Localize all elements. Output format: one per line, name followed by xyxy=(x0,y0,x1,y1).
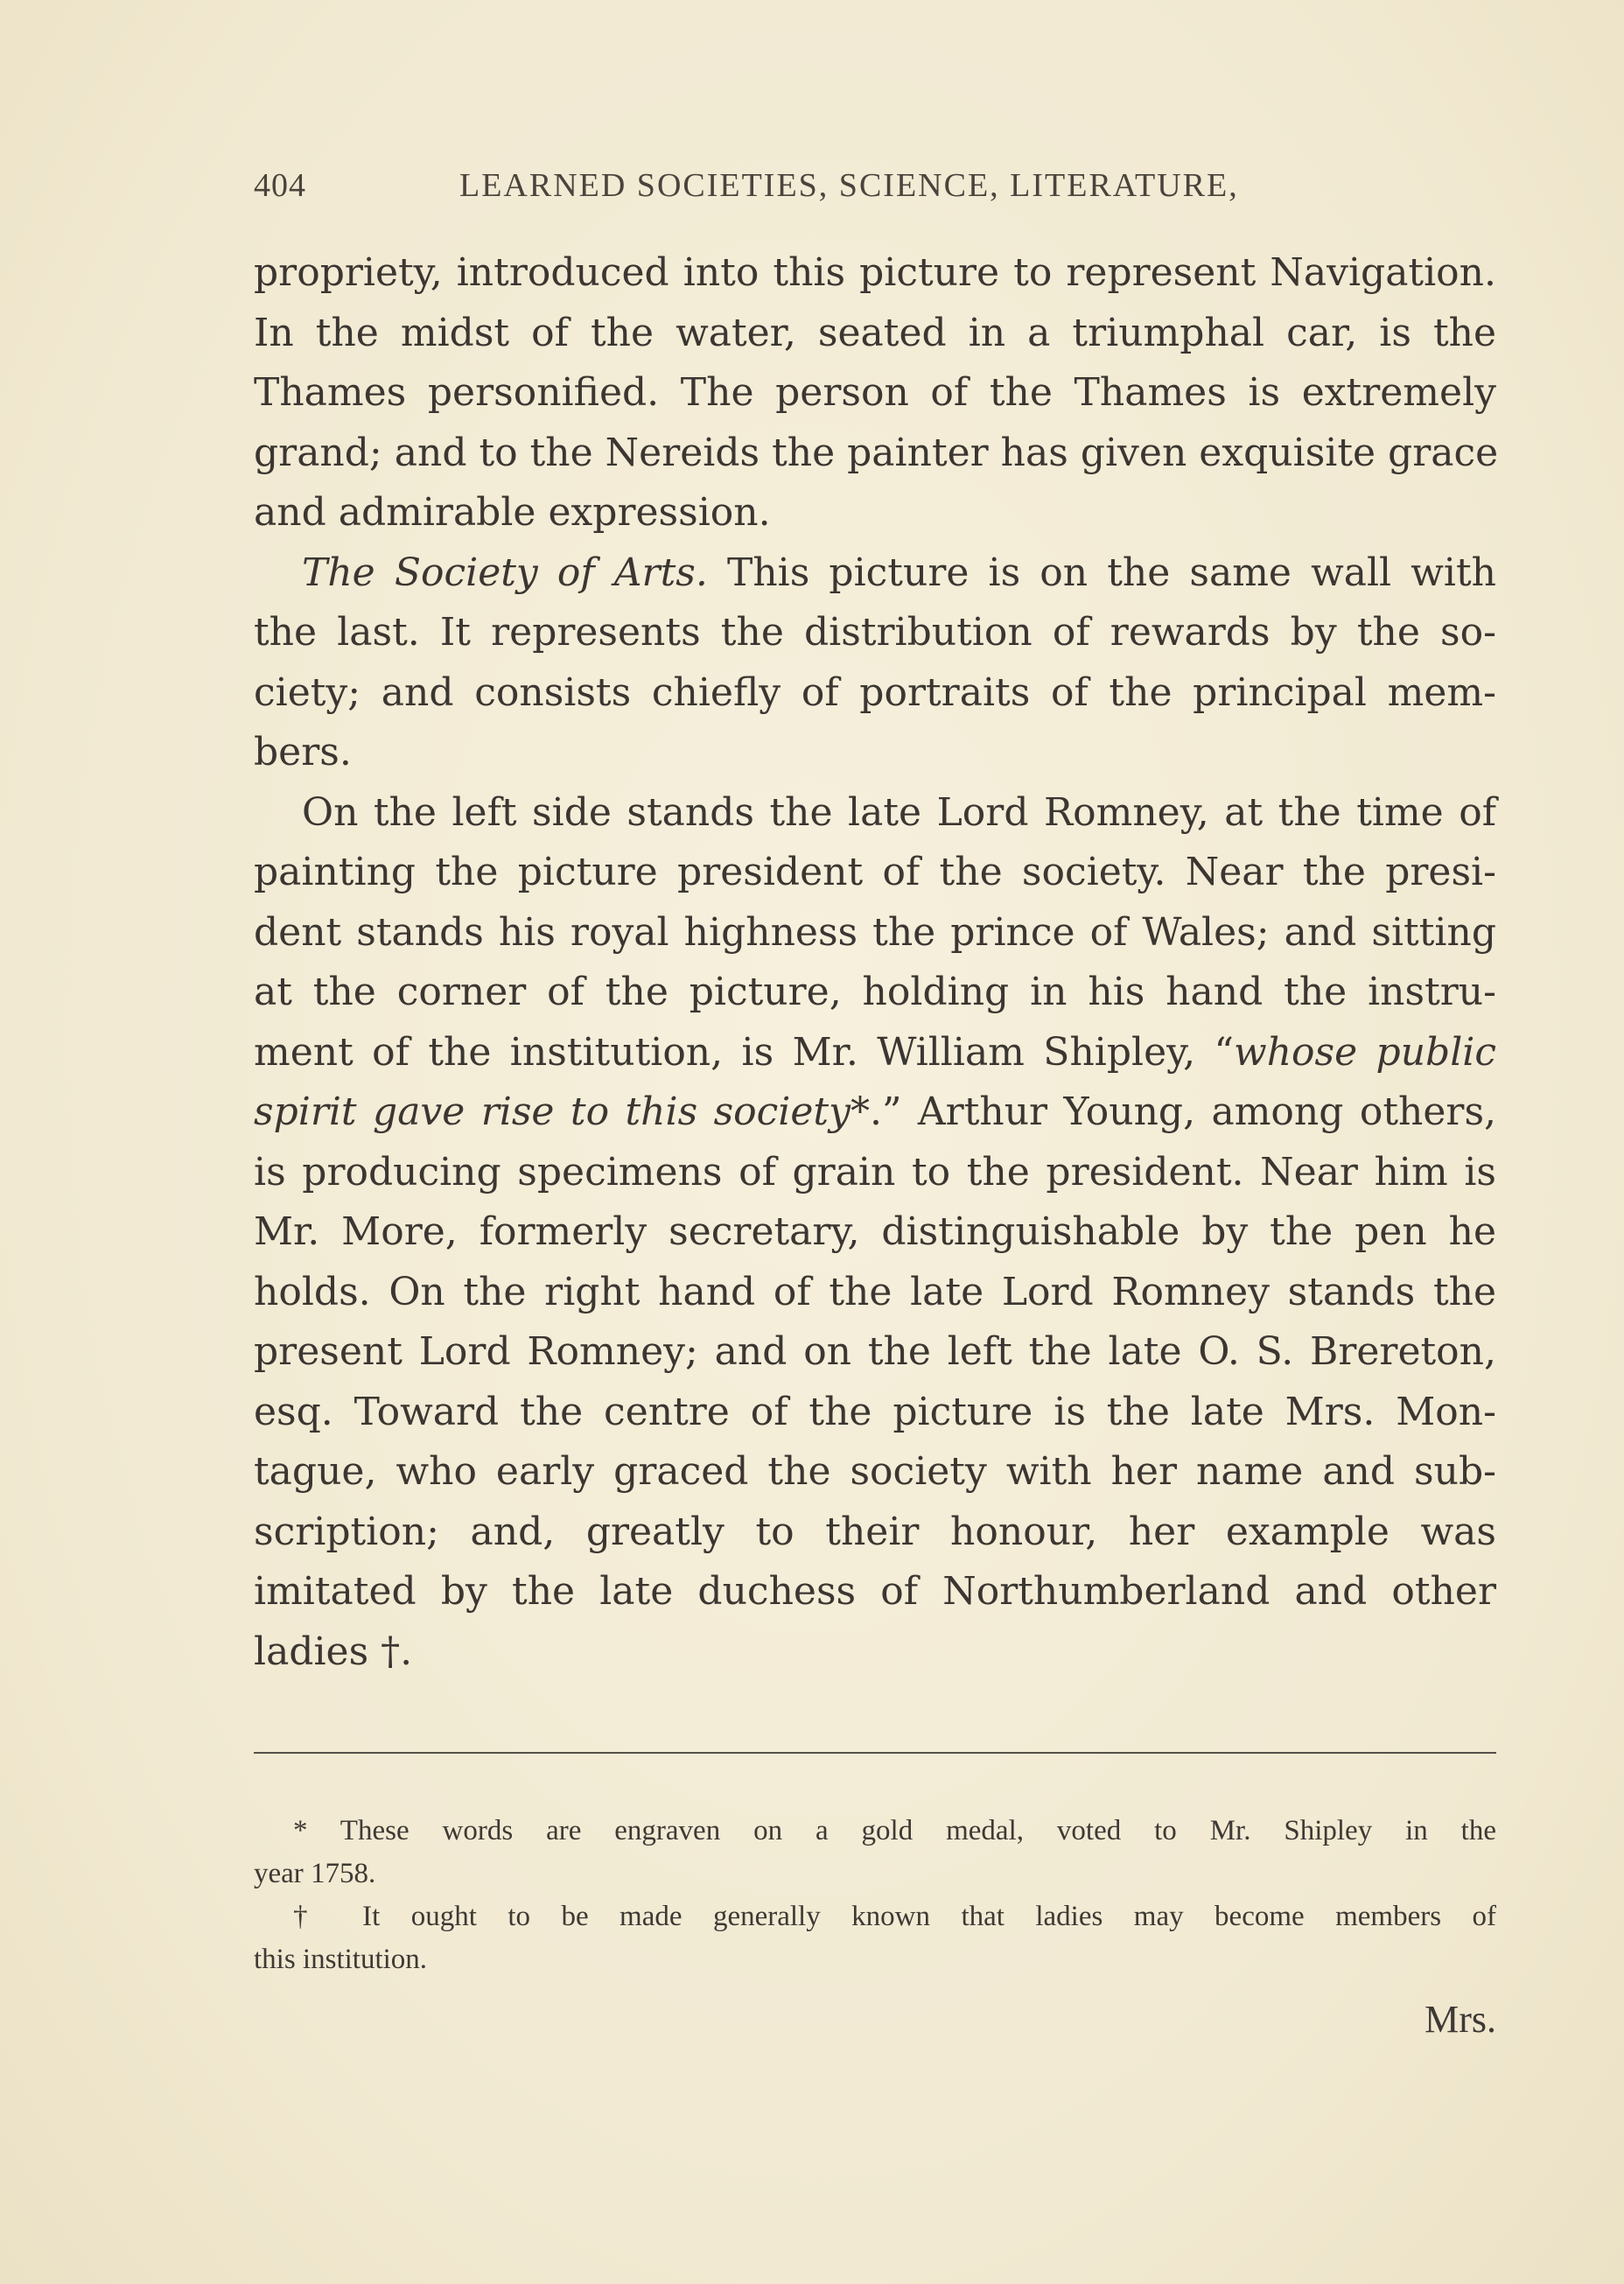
text-line xyxy=(254,1082,1496,1143)
body-text xyxy=(254,243,1499,1682)
catchword: Mrs. xyxy=(1424,1998,1496,2041)
text-line: On the left side stands the late Lord Romney, at the time of xyxy=(302,789,1496,835)
footnote-marker: *.” xyxy=(850,1089,902,1134)
italic-heading: The Society of Arts. xyxy=(302,550,708,595)
footnotes xyxy=(254,1810,1496,1981)
footnote-2: † It ought to be made generally known that ladies may become members of xyxy=(293,1901,1496,1932)
text-line: Thames personified. The person of the Thames is extremely xyxy=(254,370,1496,415)
text-line xyxy=(254,1023,1496,1083)
text-line: present Lord Romney; and on the left the late O. S. Brereton, xyxy=(254,1329,1496,1374)
text-line: Mr. More, formerly secretary, distinguishable by the pen he xyxy=(254,1209,1496,1254)
text-line: ladies †. xyxy=(254,1629,413,1674)
italic-quote: whose public xyxy=(1234,1029,1496,1075)
text-line: propriety, introduced into this picture to represent Navigation. xyxy=(254,250,1496,295)
text-run: Arthur Young, among others, xyxy=(917,1089,1497,1134)
text-line: painting the picture president of the society. Near the presi- xyxy=(254,850,1496,894)
text-line: is producing specimens of grain to the president. Near him is xyxy=(254,1149,1496,1195)
footnote-rule xyxy=(254,1752,1496,1754)
text-line: dent stands his royal highness the prince of Wales; and sitting xyxy=(254,909,1496,955)
text-line: esq. Toward the centre of the picture is the late Mrs. Mon- xyxy=(254,1389,1496,1434)
paragraph-society-of-arts xyxy=(254,543,1496,604)
text-line: In the midst of the water, seated in a triumphal car, is the xyxy=(254,310,1496,355)
text-line: and admirable expression. xyxy=(254,490,771,535)
text-line: at the corner of the picture, holding in his hand the instru- xyxy=(254,970,1496,1014)
italic-quote: spirit gave rise to this society xyxy=(254,1089,850,1134)
running-head-title: LEARNED SOCIETIES, SCIENCE, LITERATURE, xyxy=(459,167,1239,204)
text-run: This picture is on the same wall with xyxy=(726,550,1496,595)
text-line: scription; and, greatly to their honour, her example was xyxy=(254,1509,1496,1554)
running-head xyxy=(254,166,1496,210)
text-line: imitated by the late duchess of Northumberland and other xyxy=(254,1569,1496,1614)
text-line: grand; and to the Nereids the painter has given exquisite grace xyxy=(254,430,1499,475)
footnote-2-continued: this institution. xyxy=(254,1944,428,1975)
text-line: bers. xyxy=(254,730,352,774)
text-line: the last. It represents the distribution of rewards by the so- xyxy=(254,610,1496,655)
text-run: ment of the institution, is Mr. William Shipley, “ xyxy=(254,1029,1235,1075)
text-line: tague, who early graced the society with her name and sub- xyxy=(254,1449,1496,1494)
footnote-1: * These words are engraven on a gold medal, voted to Mr. Shipley in the xyxy=(293,1815,1496,1846)
text-line: holds. On the right hand of the late Lord Romney stands the xyxy=(254,1269,1496,1314)
text-line: ciety; and consists chiefly of portraits of the principal mem- xyxy=(254,669,1496,715)
page-number: 404 xyxy=(254,167,306,204)
footnote-1-continued: year 1758. xyxy=(254,1858,376,1889)
